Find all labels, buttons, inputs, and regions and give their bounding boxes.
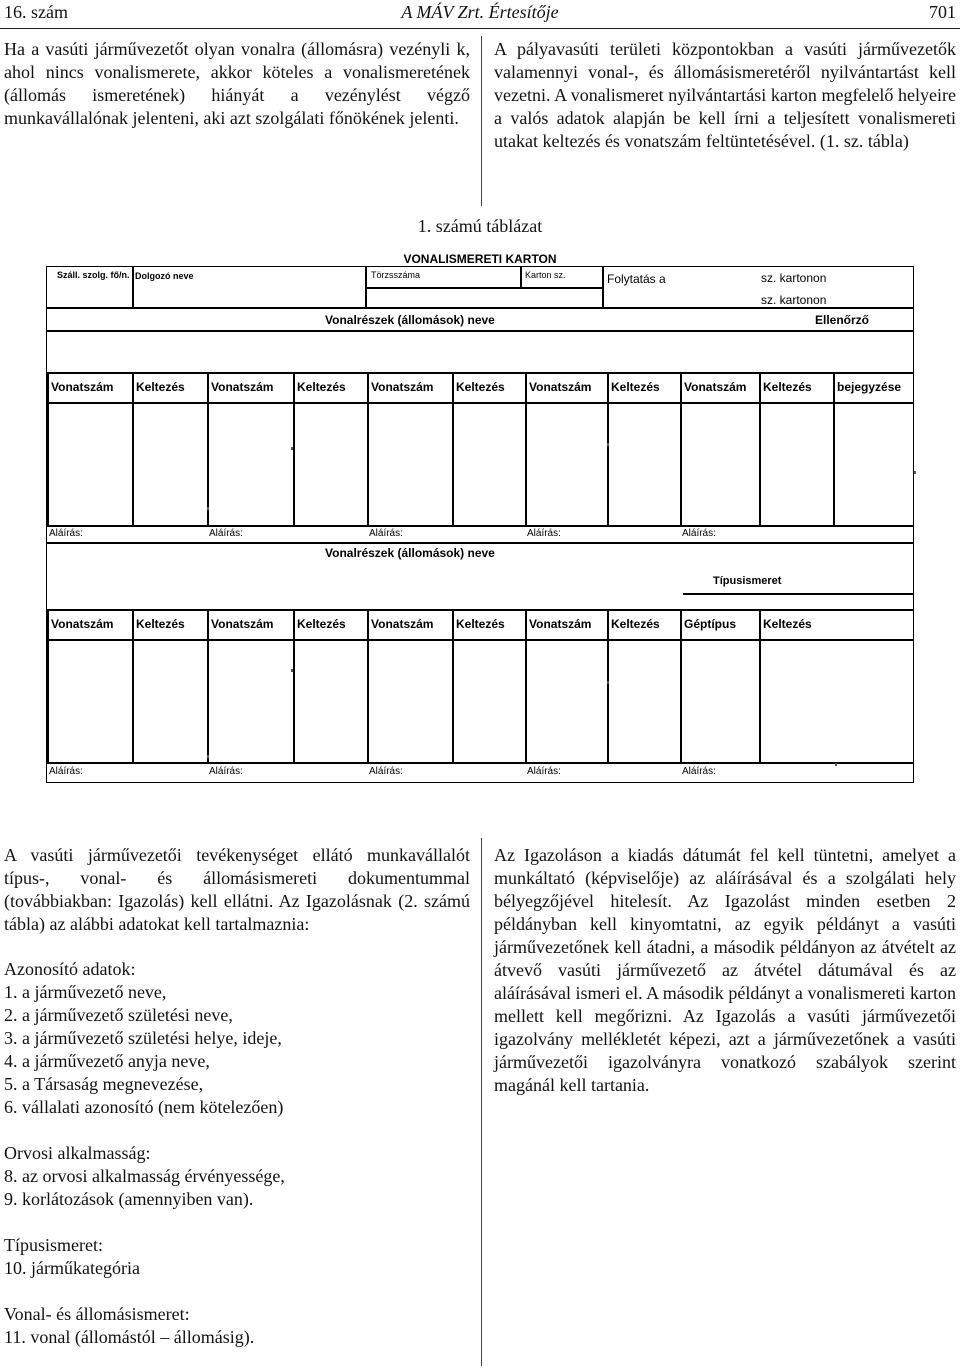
- column-header: Keltezés: [456, 617, 505, 631]
- grid-hline: [47, 307, 913, 309]
- grid-vline: [47, 609, 49, 762]
- section-heading: Orvosi alkalmasság:: [4, 1143, 151, 1163]
- page-number: 701: [929, 2, 956, 22]
- grid-vline: [759, 372, 761, 525]
- column-header: Vonatszám: [371, 380, 434, 394]
- grid-vline: [759, 609, 761, 762]
- grid-hline: [47, 330, 913, 332]
- scan-mark: [207, 507, 209, 510]
- grid-vline: [207, 372, 209, 525]
- grid-vline: [293, 372, 295, 525]
- column-header: Vonatszám: [211, 380, 274, 394]
- header-rule: [0, 28, 960, 29]
- scan-mark: [914, 471, 916, 474]
- signature-label: Aláírás:: [209, 528, 243, 539]
- list-item: 5. a Társaság megnevezése,: [4, 1074, 204, 1094]
- form-field-torzsszam: Törzsszáma: [371, 270, 421, 280]
- grid-hline: [683, 593, 913, 595]
- spacer: [4, 1119, 478, 1142]
- form-field-dolgozo: Dolgozó neve: [135, 271, 194, 281]
- scan-mark: [607, 681, 609, 684]
- grid-hline: [47, 639, 913, 641]
- column-header: Keltezés: [763, 380, 812, 394]
- column-header: Géptípus: [684, 617, 737, 631]
- column-header: Vonatszám: [529, 617, 592, 631]
- scan-mark: [291, 447, 293, 450]
- grid-vline: [607, 609, 609, 762]
- form-field-szam: Száll. szolg. fő/n.: [57, 270, 130, 280]
- form-title: VONALISMERETI KARTON: [403, 252, 557, 266]
- spacer: [4, 1211, 478, 1234]
- paragraph-top-right: A pályavasúti területi központokban a vasúti járművezetők valamennyi vonal-, és állomásismeretéről nyilvántartást kell vezetni. A vonalismeret nyilvántartási karton megfelelő helyeire a valós adatok alapján be kell írni a teljesített vonalismereti utakat keltezés és vonatszám feltüntetésével. (1. sz. tábla): [494, 39, 956, 151]
- grid-vline: [452, 372, 454, 525]
- list-item: 4. a járművezető anyja neve,: [4, 1051, 210, 1071]
- scan-mark: [607, 443, 609, 446]
- table-caption: 1. számú táblázat: [417, 216, 543, 236]
- list-item: 6. vállalati azonosító (nem kötelezően): [4, 1097, 284, 1117]
- grid-vline: [680, 372, 682, 525]
- column-header: Vonatszám: [371, 617, 434, 631]
- grid-vline: [525, 609, 527, 762]
- journal-title: A MÁV Zrt. Értesítője: [401, 2, 559, 22]
- column-header: Keltezés: [456, 380, 505, 394]
- grid-hline: [47, 402, 913, 404]
- grid-hline: [47, 542, 913, 544]
- column-header: Vonatszám: [51, 617, 114, 631]
- signature-label: Aláírás:: [682, 528, 716, 539]
- signature-label: Aláírás:: [49, 766, 83, 777]
- spacer: [4, 1280, 478, 1303]
- column-divider-top: [481, 36, 482, 206]
- grid-vline: [833, 372, 835, 525]
- section-heading: Típusismeret:: [4, 1235, 103, 1255]
- column-header: Keltezés: [611, 617, 660, 631]
- column-header: Keltezés: [297, 617, 346, 631]
- signature-label: Aláírás:: [527, 528, 561, 539]
- grid-hline: [47, 525, 913, 527]
- grid-vline: [132, 609, 134, 762]
- list-item: 3. a járművezető születési helye, ideje,: [4, 1028, 282, 1048]
- paragraph-top-left: Ha a vasúti járművezetőt olyan vonalra (állomásra) vezényli k, ahol nincs vonalismerete, akkor köteles a vonalismeretének (állomás ismeretének) hiányát a vezénylést végző munkavállalónak jelenteni, aki azt szolgálati főnökének jelenti.: [4, 39, 470, 128]
- grid-vline: [207, 609, 209, 762]
- data-requirements-list: [4, 958, 478, 1349]
- column-header: Keltezés: [611, 380, 660, 394]
- column-header: Keltezés: [136, 617, 185, 631]
- column-divider-bottom: [481, 838, 482, 1366]
- grid-vline: [367, 609, 369, 762]
- signature-label: Aláírás:: [369, 528, 403, 539]
- signature-label: Aláírás:: [209, 766, 243, 777]
- grid-vline: [132, 267, 134, 307]
- section-heading: Azonosító adatok:: [4, 959, 136, 979]
- grid-hline: [47, 372, 913, 374]
- vonalismereti-karton-form: [46, 248, 914, 783]
- list-item: 9. korlátozások (amennyiben van).: [4, 1189, 254, 1209]
- column-header: bejegyzése: [837, 380, 902, 394]
- column-header: Vonatszám: [211, 617, 274, 631]
- column-header: Vonatszám: [529, 380, 592, 394]
- list-item: 2. a járművezető születési neve,: [4, 1005, 233, 1025]
- list-item: 11. vonal (állomástól – állomásig).: [4, 1327, 255, 1347]
- grid-vline: [293, 609, 295, 762]
- grid-vline: [367, 372, 369, 525]
- signature-label: Aláírás:: [49, 528, 83, 539]
- grid-vline: [520, 267, 522, 287]
- list-item: 1. a járművezető neve,: [4, 982, 167, 1002]
- form-field-folytatas: Folytatás a: [607, 272, 666, 286]
- section-2-title: Vonalrészek (állomások) neve: [325, 546, 495, 560]
- list-item: 8. az orvosi alkalmasság érvényessége,: [4, 1166, 285, 1186]
- page-header: [4, 2, 956, 28]
- signature-label: Aláírás:: [369, 766, 403, 777]
- grid-hline: [47, 609, 913, 611]
- column-header: Keltezés: [136, 380, 185, 394]
- form-field-kartonon-2: sz. kartonon: [761, 293, 827, 307]
- tipusismeret-label: Típusismeret: [713, 575, 782, 587]
- form-field-karton: Karton sz.: [525, 270, 566, 280]
- signature-label: Aláírás:: [682, 766, 716, 777]
- grid-vline: [47, 372, 49, 525]
- grid-vline: [602, 267, 604, 307]
- column-header: Vonatszám: [684, 380, 747, 394]
- column-header: Vonatszám: [51, 380, 114, 394]
- section-1-title: Vonalrészek (állomások) neve: [325, 313, 495, 327]
- scan-mark: [835, 763, 837, 766]
- list-item: 10. járműkategória: [4, 1258, 140, 1278]
- ellenorzo-label: Ellenőrző: [815, 313, 870, 327]
- scan-mark: [291, 669, 293, 672]
- paragraph-bottom-right: Az Igazoláson a kiadás dátumát fel kell tüntetni, amelyet a munkáltató (képviselője) az aláírásával és a szolgálati hely bélyegzőjével hitelesít. Az Igazolást minden esetben 2 példányban kell kinyomtatni, az egyik példányt a vasúti járművezetőnek kell átadni, a második példányon az átvételt az átvevő vasúti járművezető az átvétel dátumával és az aláírásával ismeri el. A második példányt a vonalismereti karton mellett kell megőrizni. Az Igazolás a vasúti járművezetői igazolvány mellékletét képezi, azt a járművezetőnek a vasúti járművezetői igazolványra vonatkozó szabályok szerint magánál kell tartania.: [494, 845, 956, 1095]
- grid-vline: [680, 609, 682, 762]
- scan-mark: [207, 755, 209, 758]
- grid-vline: [607, 372, 609, 525]
- grid-vline: [525, 372, 527, 525]
- signature-label: Aláírás:: [527, 766, 561, 777]
- grid-vline: [452, 609, 454, 762]
- paragraph-bottom-left: A vasúti járművezetői tevékenységet ellátó munkavállalót típus-, vonal- és állomásismereti dokumentummal (továbbiakban: Igazolás) kell ellátni. Az Igazolásnak (2. számú tábla) az alábbi adatokat kell tartalmaznia:: [4, 845, 470, 934]
- grid-vline: [132, 372, 134, 525]
- issue-number: 16. szám: [4, 2, 68, 22]
- section-heading: Vonal- és állomásismeret:: [4, 1304, 190, 1324]
- grid-hline: [47, 762, 913, 764]
- column-header: Keltezés: [763, 617, 812, 631]
- column-header: Keltezés: [297, 380, 346, 394]
- grid-hline: [365, 287, 602, 289]
- form-grid: [46, 266, 914, 783]
- form-field-kartonon-1: sz. kartonon: [761, 271, 827, 285]
